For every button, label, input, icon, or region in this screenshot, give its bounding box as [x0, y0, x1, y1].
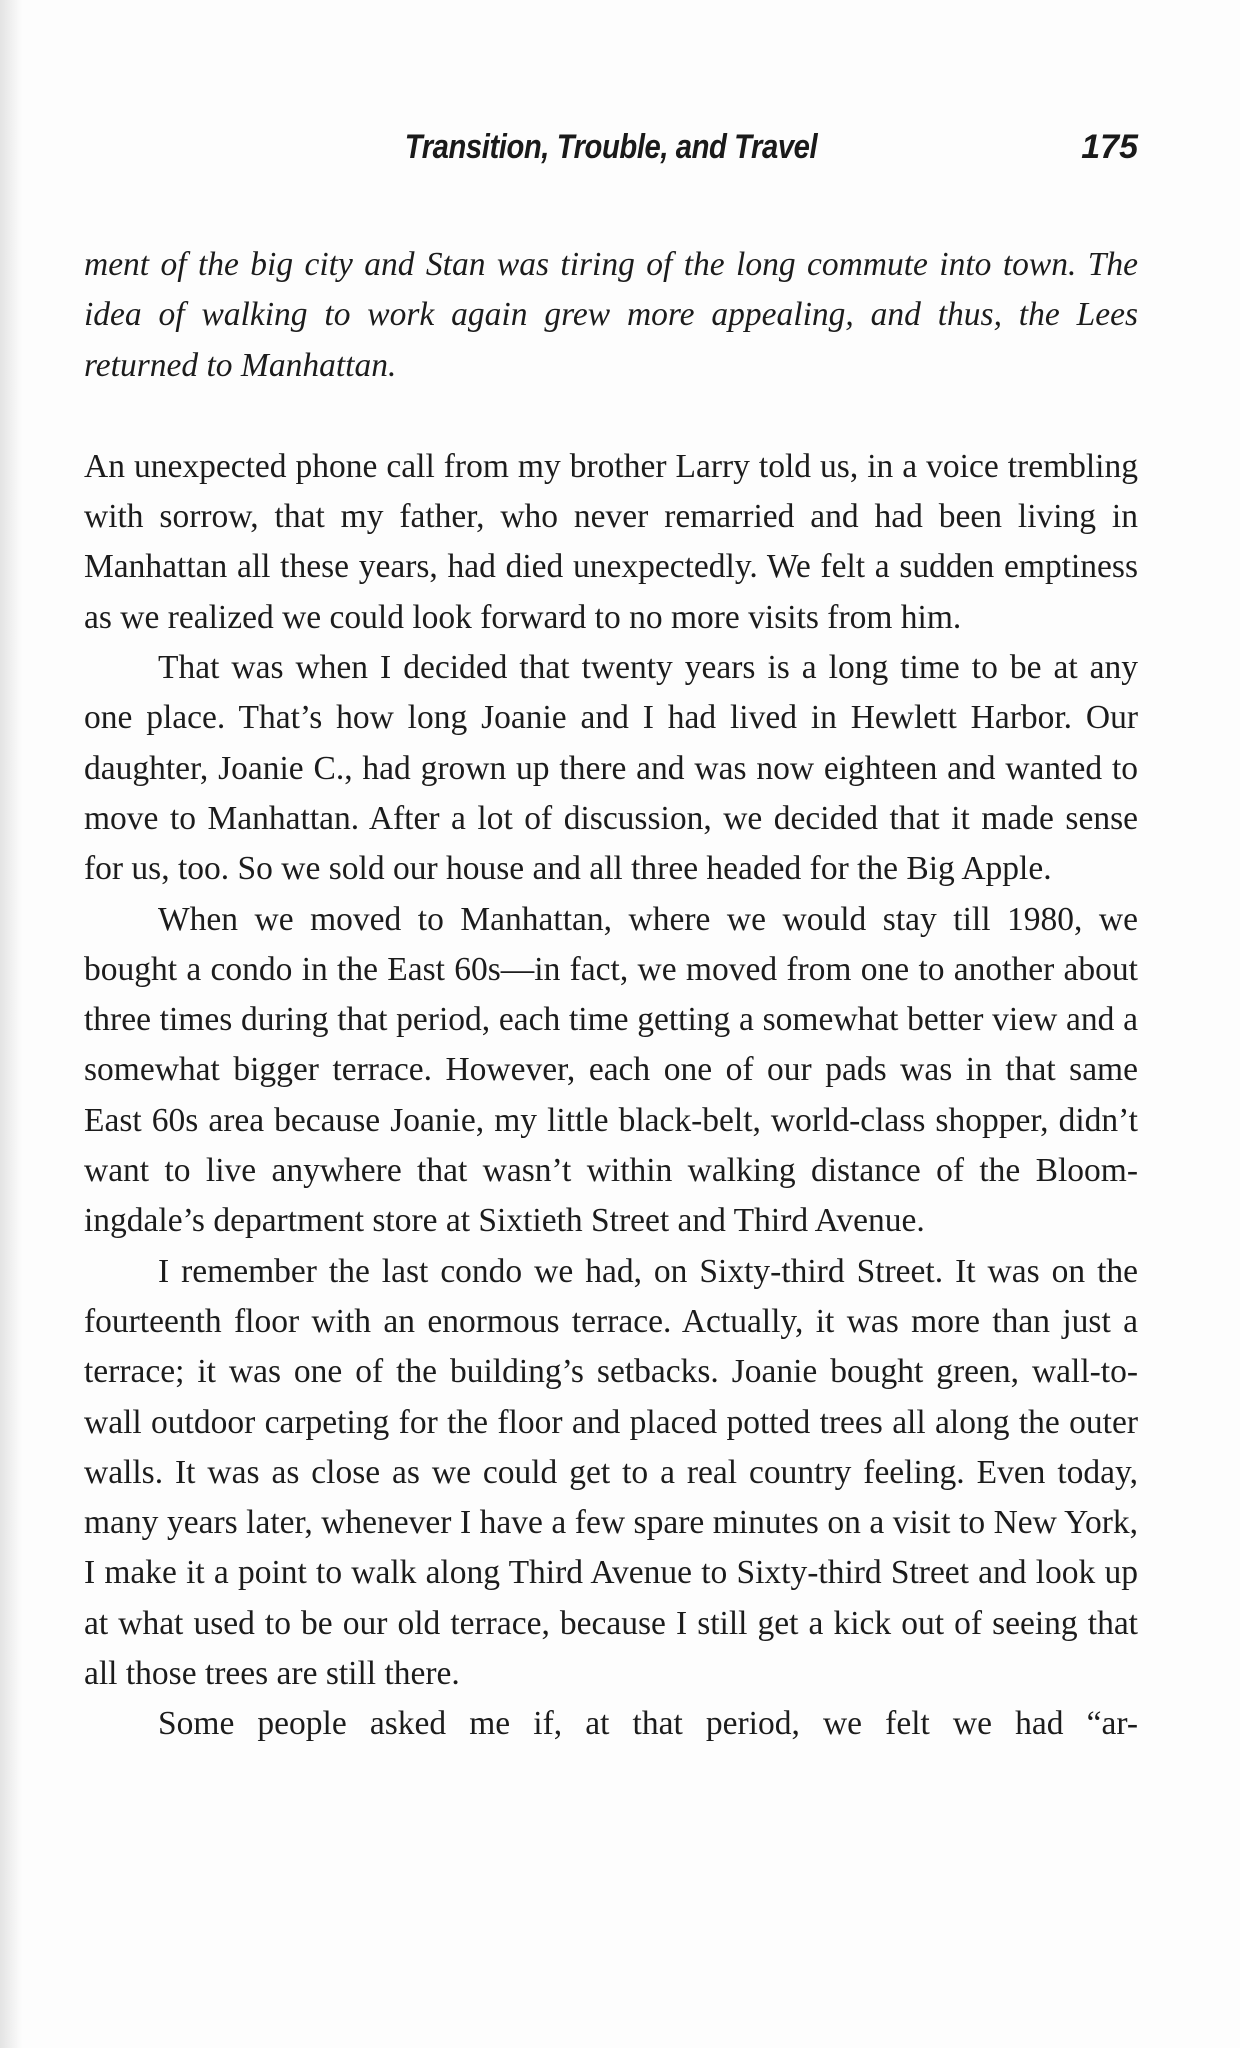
paragraph-continues: Some people asked me if, at that period, we felt we had “ar-	[158, 1705, 1138, 1743]
page-gutter-shadow	[0, 0, 22, 2048]
paragraph-continued-italic: ment of the big city and Stan was tiring of the long commute into town. The idea of walking to work again grew more appealing, and thus, the Lees returned to Manhattan.	[84, 246, 1138, 384]
body-text	[84, 240, 1138, 1750]
paragraph: An unexpected phone call from my brother Larry told us, in a voice trembling with sorrow, that my father, who never remarried and had been living in Manhattan all these years, had died unexpectedly. We felt a sudden emptiness as we realized we could look forward to no more visits from him.	[84, 447, 1138, 636]
running-head	[84, 128, 1138, 180]
paragraph: When we moved to Manhattan, where we would stay till 1980, we bought a condo in the East 60s—in fact, we moved from one to another about three times during that period, each time getting a somewhat better view and a somewhat bigger terrace. However, each one of our pads was in that same East 60s area because Joanie, my little black-belt, world-class shopper, didn’t want to live anywhere that wasn’t within walking distance of the Bloomingdale’s department store at Sixtieth Street and Third Avenue.	[84, 900, 1138, 1240]
section-break	[84, 391, 1138, 442]
paragraph: I remember the last condo we had, on Sixty-third Street. It was on the fourteenth floor with an enormous terrace. Actually, it was more than just a terrace; it was one of the building’s setbacks. Joanie bought green, wall-to-wall outdoor carpeting for the floor and placed potted trees all along the outer walls. It was as close as we could get to a real country feeling. Even today, many years later, whenever I have a few spare minutes on a visit to New York, I make it a point to walk along Third Avenue to Sixty-third Street and look up at what used to be our old terrace, because I still get a kick out of seeing that all those trees are still there.	[84, 1252, 1138, 1693]
paragraph: That was when I decided that twenty years is a long time to be at any one place. That’s how long Joanie and I had lived in Hewlett Harbor. Our daughter, Joanie C., had grown up there and was now eighteen and wanted to move to Manhattan. After a lot of discussion, we decided that it made sense for us, too. So we sold our house and all three headed for the Big Apple.	[84, 649, 1138, 888]
running-title: Transition, Trouble, and Travel	[404, 128, 818, 166]
page-number: 175	[1081, 128, 1138, 166]
